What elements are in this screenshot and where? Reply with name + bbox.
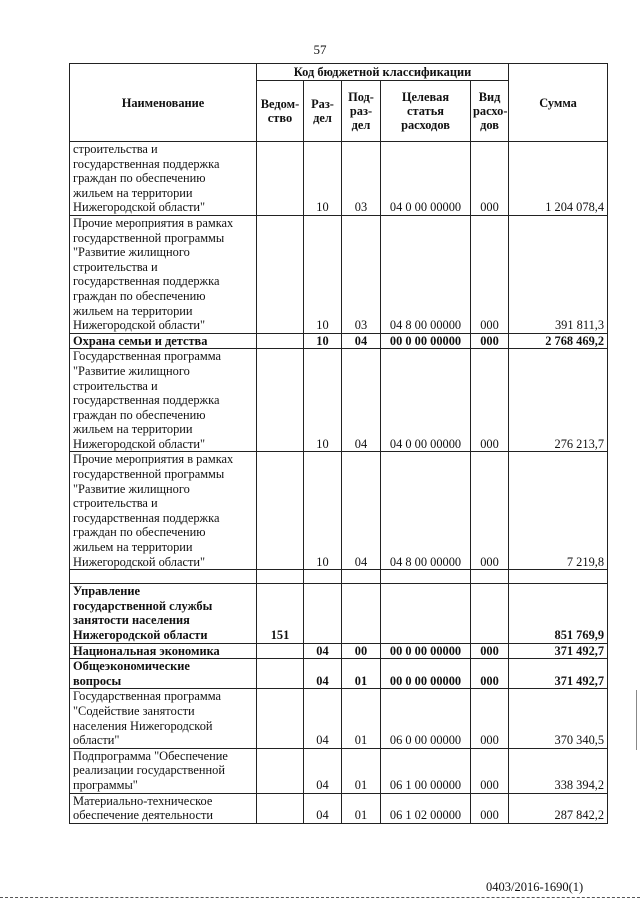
row-target-item <box>381 584 471 643</box>
page-bottom-divider <box>0 897 640 898</box>
row-subsection: 03 <box>342 142 381 216</box>
header-section: Раз- дел <box>304 81 342 142</box>
row-name: Подпрограмма "Обеспечение реализации государственной программы" <box>70 748 257 793</box>
row-department <box>257 659 304 689</box>
header-classification-group: Код бюджетной классификации <box>257 64 509 81</box>
budget-table <box>69 63 608 824</box>
row-department <box>257 142 304 216</box>
row-department <box>257 793 304 823</box>
document-code: 0403/2016-1690(1) <box>486 880 584 894</box>
row-subsection: 04 <box>342 349 381 452</box>
row-section: 04 <box>304 793 342 823</box>
row-expense-type: 000 <box>471 142 509 216</box>
row-department <box>257 570 304 584</box>
row-department <box>257 748 304 793</box>
row-target-item <box>381 570 471 584</box>
row-name: Прочие мероприятия в рамках государственной программы "Развитие жилищного строительства и государственная поддержка граждан по обеспечению жильем на территории Нижегородской области" <box>70 215 257 333</box>
header-name: Наименование <box>70 64 257 142</box>
row-expense-type: 000 <box>471 215 509 333</box>
row-name: Материально-техническое обеспечение деятельности <box>70 793 257 823</box>
row-name: строительства и государственная поддержка граждан по обеспечению жильем на территории Нижегородской области" <box>70 142 257 216</box>
row-expense-type: 000 <box>471 748 509 793</box>
row-target-item: 00 0 00 00000 <box>381 333 471 349</box>
row-sum: 287 842,2 <box>509 793 608 823</box>
row-department <box>257 215 304 333</box>
row-subsection: 04 <box>342 452 381 570</box>
row-sum: 371 492,7 <box>509 643 608 659</box>
row-subsection <box>342 584 381 643</box>
row-sum: 851 769,9 <box>509 584 608 643</box>
row-sum: 1 204 078,4 <box>509 142 608 216</box>
row-expense-type <box>471 570 509 584</box>
row-name: Общеэкономические вопросы <box>70 659 257 689</box>
row-sum <box>509 570 608 584</box>
table-row <box>70 142 608 216</box>
row-subsection: 01 <box>342 689 381 748</box>
row-subsection: 04 <box>342 333 381 349</box>
row-sum: 2 768 469,2 <box>509 333 608 349</box>
row-section: 04 <box>304 689 342 748</box>
row-department <box>257 643 304 659</box>
row-target-item: 04 0 00 00000 <box>381 349 471 452</box>
row-expense-type: 000 <box>471 349 509 452</box>
table-row <box>70 349 608 452</box>
row-name <box>70 570 257 584</box>
row-target-item: 00 0 00 00000 <box>381 643 471 659</box>
table-row <box>70 793 608 823</box>
table-row <box>70 452 608 570</box>
row-sum: 276 213,7 <box>509 349 608 452</box>
row-subsection: 01 <box>342 659 381 689</box>
row-expense-type: 000 <box>471 689 509 748</box>
row-sum: 7 219,8 <box>509 452 608 570</box>
row-expense-type <box>471 584 509 643</box>
row-subsection: 00 <box>342 643 381 659</box>
row-name: Национальная экономика <box>70 643 257 659</box>
header-sum: Сумма <box>509 64 608 142</box>
row-section: 10 <box>304 215 342 333</box>
header-subsection: Под- раз- дел <box>342 81 381 142</box>
row-subsection: 01 <box>342 748 381 793</box>
row-sum: 338 394,2 <box>509 748 608 793</box>
header-target-item: Целевая статья расходов <box>381 81 471 142</box>
table-row <box>70 689 608 748</box>
table-row <box>70 748 608 793</box>
row-section: 04 <box>304 643 342 659</box>
row-expense-type: 000 <box>471 643 509 659</box>
row-target-item: 04 0 00 00000 <box>381 142 471 216</box>
row-section: 10 <box>304 333 342 349</box>
row-subsection: 03 <box>342 215 381 333</box>
row-target-item: 04 8 00 00000 <box>381 452 471 570</box>
header-department: Ведом- ство <box>257 81 304 142</box>
table-row <box>70 215 608 333</box>
row-section: 10 <box>304 142 342 216</box>
table-row <box>70 333 608 349</box>
page-number: 57 <box>313 42 327 57</box>
row-name: Прочие мероприятия в рамках государственной программы "Развитие жилищного строительства и государственная поддержка граждан по обеспечению жильем на территории Нижегородской области" <box>70 452 257 570</box>
row-expense-type: 000 <box>471 333 509 349</box>
table-row <box>70 584 608 643</box>
row-section: 04 <box>304 659 342 689</box>
row-subsection: 01 <box>342 793 381 823</box>
row-department <box>257 452 304 570</box>
row-expense-type: 000 <box>471 793 509 823</box>
row-expense-type: 000 <box>471 659 509 689</box>
row-target-item: 06 1 00 00000 <box>381 748 471 793</box>
row-target-item: 00 0 00 00000 <box>381 659 471 689</box>
row-sum: 391 811,3 <box>509 215 608 333</box>
row-section: 04 <box>304 748 342 793</box>
row-department <box>257 333 304 349</box>
row-department: 151 <box>257 584 304 643</box>
row-section: 10 <box>304 452 342 570</box>
row-sum: 370 340,5 <box>509 689 608 748</box>
row-section <box>304 584 342 643</box>
row-subsection <box>342 570 381 584</box>
row-department <box>257 689 304 748</box>
row-name: Охрана семьи и детства <box>70 333 257 349</box>
row-name: Государственная программа "Содействие занятости населения Нижегородской области" <box>70 689 257 748</box>
header-expense-type: Вид расхо- дов <box>471 81 509 142</box>
scan-edge-mark <box>636 690 637 750</box>
row-name: Управление государственной службы занятости населения Нижегородской области <box>70 584 257 643</box>
row-target-item: 06 1 02 00000 <box>381 793 471 823</box>
table-row <box>70 643 608 659</box>
row-section: 10 <box>304 349 342 452</box>
table-row <box>70 659 608 689</box>
row-name: Государственная программа "Развитие жилищного строительства и государственная поддержка граждан по обеспечению жильем на территории Нижегородской области" <box>70 349 257 452</box>
row-target-item: 04 8 00 00000 <box>381 215 471 333</box>
row-target-item: 06 0 00 00000 <box>381 689 471 748</box>
row-expense-type: 000 <box>471 452 509 570</box>
table-row <box>70 570 608 584</box>
row-sum: 371 492,7 <box>509 659 608 689</box>
row-department <box>257 349 304 452</box>
row-section <box>304 570 342 584</box>
